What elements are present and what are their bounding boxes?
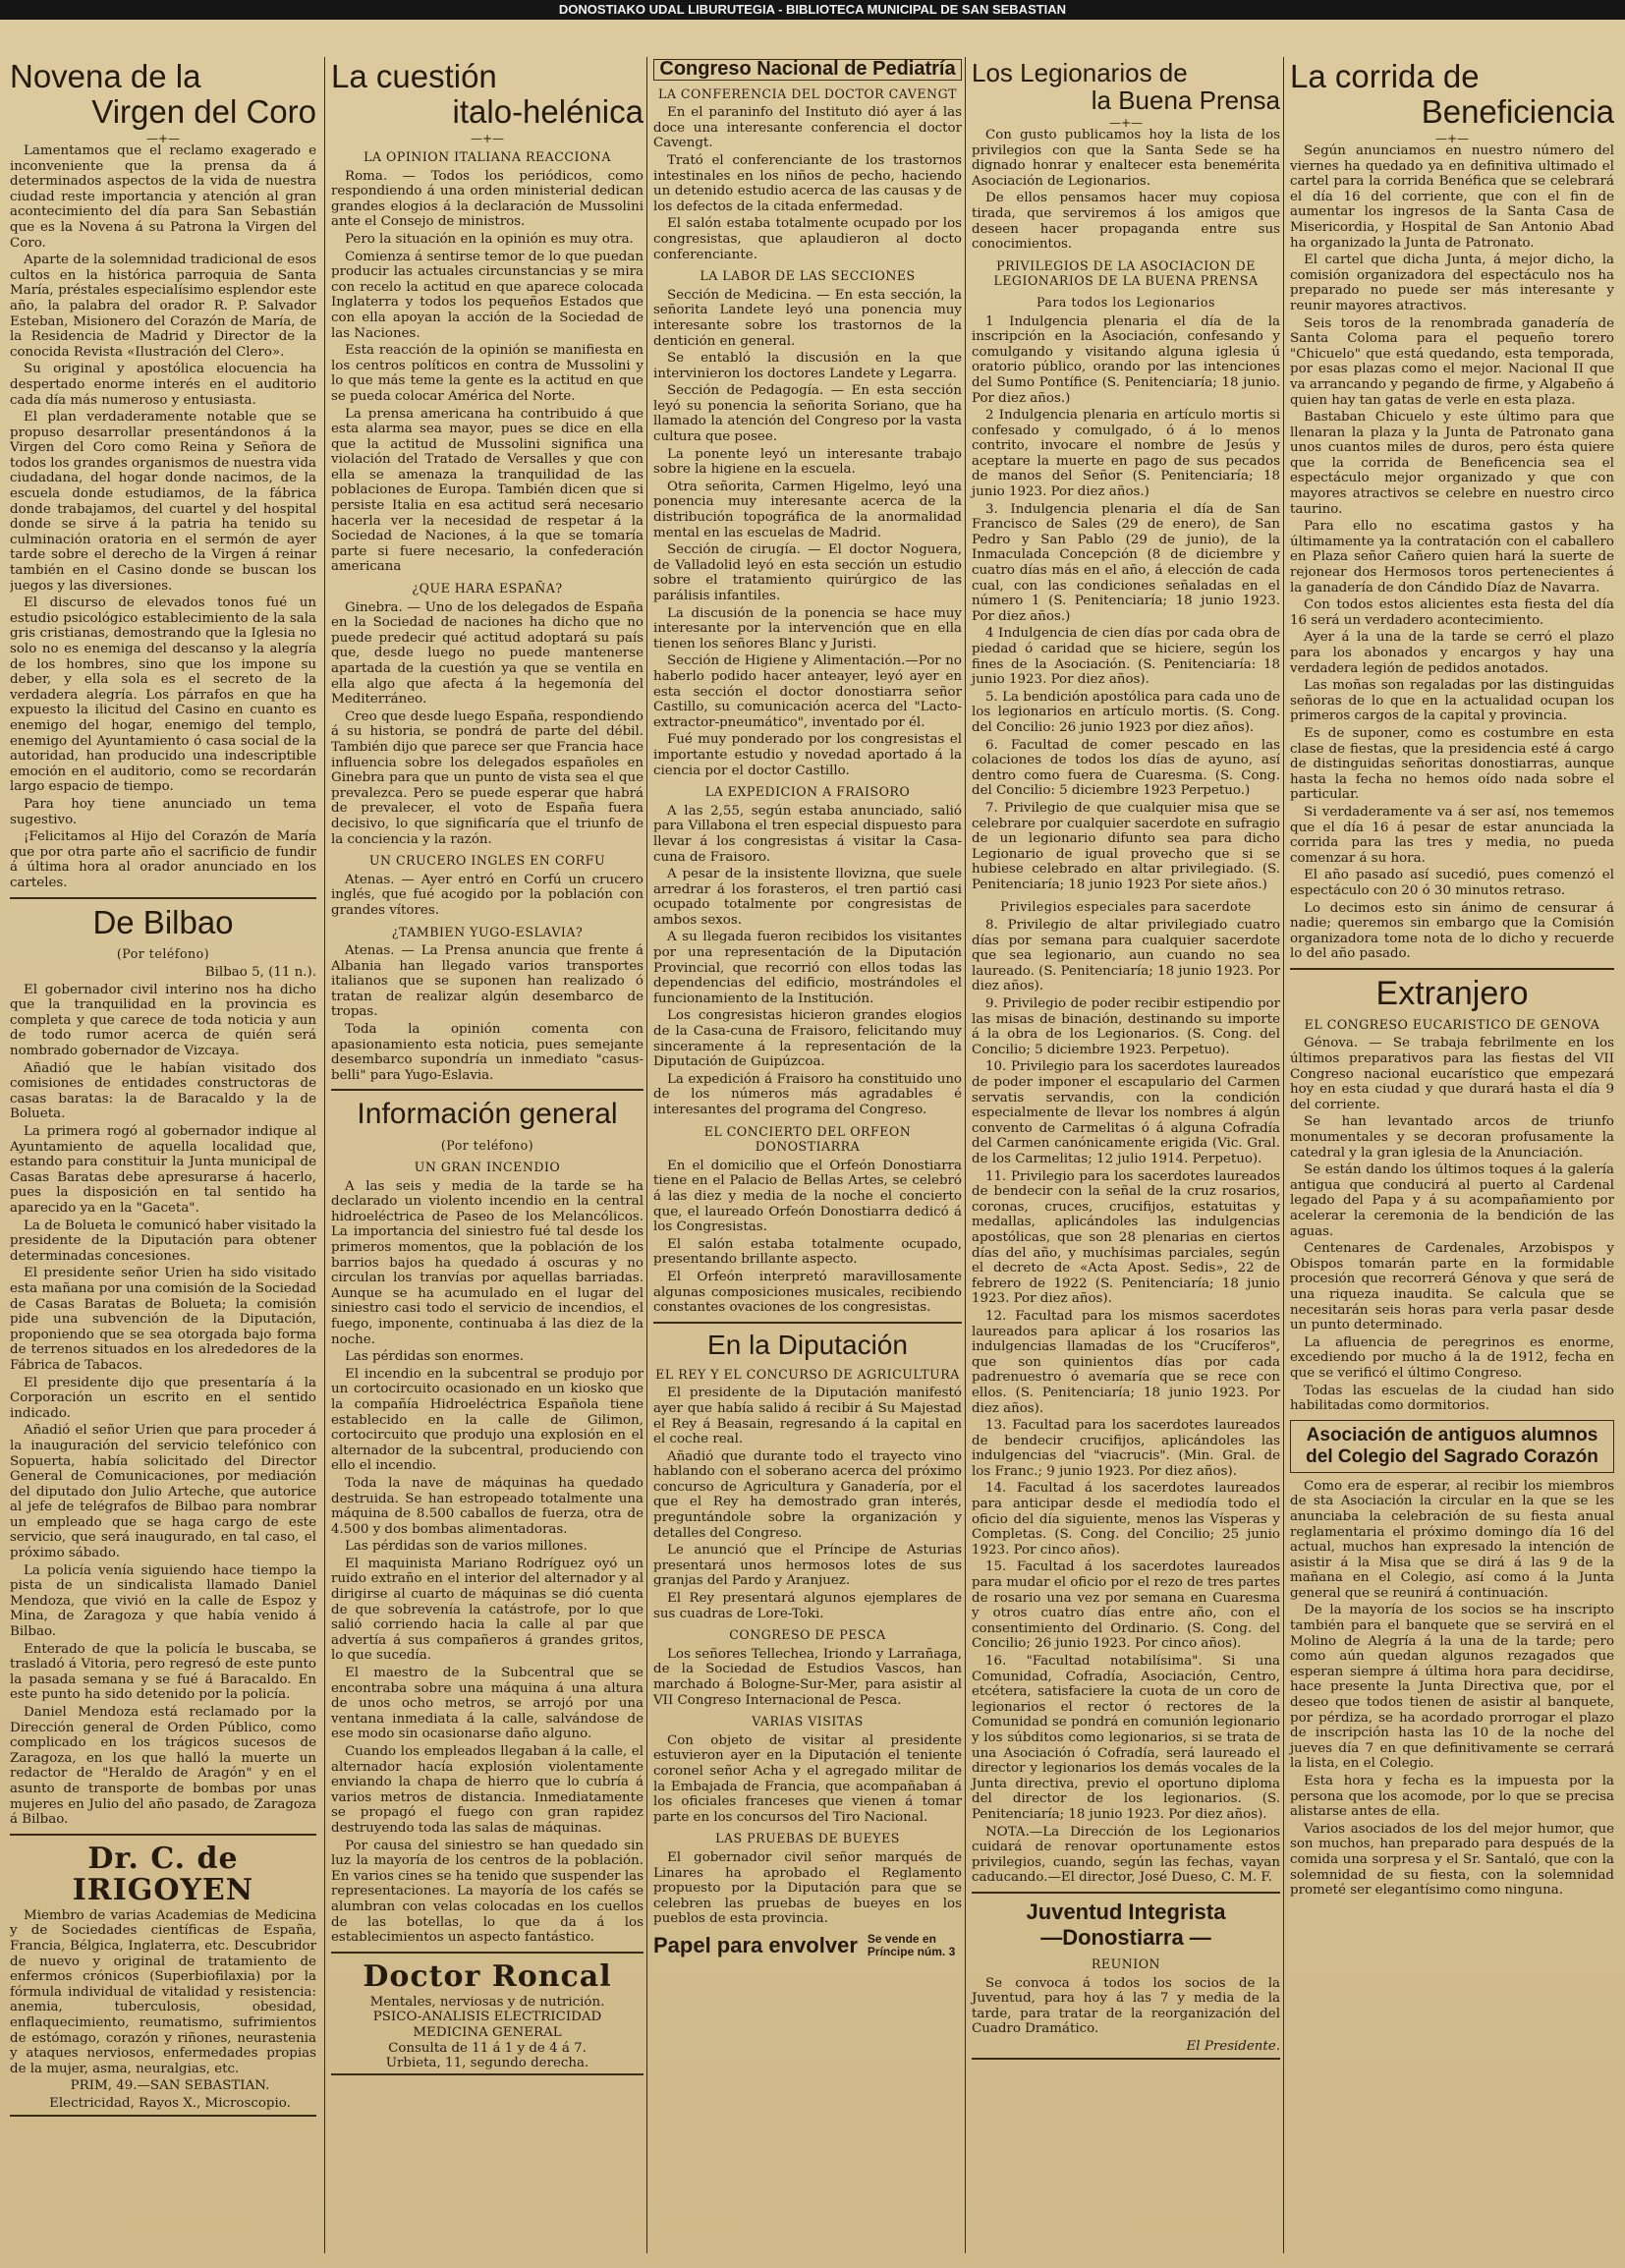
paragraph: Cuando los empleados llegaban á la calle, el alternador hacía explosión violentamente enviando la chapa de hierro que lo cubría á varios metros de distancia. Inmediatamente se propagó el fuego con gran rapidez destruyendo toda las salas de máquinas.	[331, 1744, 644, 1836]
info-sub2: UN GRAN INCENDIO	[414, 1160, 561, 1175]
paragraph: El Rey presentará algunos ejemplares de sus cuadras de Lore-Toki.	[653, 1591, 962, 1621]
column-5	[1283, 57, 1614, 2253]
paragraph: NOTA.—La Dirección de los Legionarios cuidará de renovar oportunamente estos privilegios, cuando, según las fechas, vayan caducando.—El director, José Dueso, C. M. F.	[972, 1824, 1280, 1886]
legionarios-title: Los Legionarios de la Buena Prensa	[972, 58, 1280, 115]
paragraph: El gobernador civil señor marqués de Linares ha aprobado el Reglamento propuesto por la Diputación para que se celebren las pruebas de bueyes en los pueblos de esta provincia.	[653, 1849, 962, 1927]
papel-aside: Se vende en Príncipe núm. 3	[867, 1931, 956, 1958]
paragraph: 12. Facultad para los mismos sacerdotes laureados para aplicar á los rosarios las indulgencias llamadas de los "Crucíferos", que son quinientos días por cada padrenuestro ó avemaría que se rece con ellos. (S. Penitenciaría; 18 junio 1923. Por diez años).	[972, 1308, 1280, 1416]
paragraph: La primera rogó al gobernador indique al Ayuntamiento de aquella localidad que, estando para constituir la Junta municipal de Casas Baratas debe apresurarse á hacerlo, pues la disposición en tal sentido ha aparecido ya en la "Gaceta".	[10, 1124, 316, 1216]
diputacion-sub3: VARIAS VISITAS	[752, 1714, 864, 1729]
rule	[10, 897, 316, 899]
paragraph: El presidente de la Diputación manifestó ayer que había salido á recibir á Su Majestad el Rey á Beasain, regresando á la capital en el coche real.	[653, 1386, 962, 1447]
irigoyen-body: Miembro de varias Academias de Medicina y de Sociedades científicas de España, Francia, Bélgica, Inglaterra, etc. Descubridor de nuevo y original de tratamiento de enfermos crónicos (Superbiofilaxia) por la fórmula individual de vitalidad y resistencia: anemia, tuberculosis, obesidad, enflaquecimiento, reumatismo, sufrimientos de estómago, corazón y riñones, neurastenia y ataques nerviosos, enfermedades propias de la mujer, asma, neuralgias, etc.	[10, 1907, 316, 2076]
paragraph: Génova. — Se trabaja febrilmente en los últimos preparativos para las fiestas del VII Congreso nacional eucarístico que empezará hoy en esta ciudad y que durará hasta el día 9 del corriente.	[1290, 1036, 1614, 1112]
cuestion-body3	[331, 873, 644, 919]
paragraph: Para ello no escatima gastos y ha últimamente ya la contratación con el caballero en Plaza señor Cañero quien hará la suerte de rejonear dos Hermosos toros pertenecientes á la ganadería de don Cándido Díaz de Navarra.	[1290, 519, 1614, 595]
paragraph: Ayer á la una de la tarde se cerró el plazo para los abonados y encargos y hay una verdadera legión de pedidos anotados.	[1290, 630, 1614, 676]
paragraph: Las pérdidas son de varios millones.	[345, 1539, 588, 1555]
congreso-sub: LA CONFERENCIA DEL DOCTOR CAVENGT	[657, 85, 958, 101]
legionarios-body2	[972, 314, 1280, 893]
paragraph: ¡Felicitamos al Hijo del Corazón de María que por otra parte año el sacrificio de fundir á última hora al orador anunciado en los carteles.	[10, 829, 316, 890]
asociacion-title: Asociación de antiguos alumnos del Colegio del Sagrado Corazón	[1290, 1420, 1614, 1473]
paragraph: Urbieta, 11, segundo derecha.	[385, 2056, 589, 2071]
legionarios-sub: PRIVILEGIOS DE LA ASOCIACION DE LEGIONARIOS DE LA BUENA PRENSA	[993, 257, 1259, 289]
extranjero-title: Extranjero	[1375, 974, 1529, 1012]
paragraph: Todas las escuelas de la ciudad han sido habilitadas como dormitorios.	[1290, 1383, 1614, 1414]
asociacion-body	[1290, 1479, 1614, 1899]
juventud-body	[972, 1976, 1280, 2037]
cuestion-body2	[331, 600, 644, 848]
congreso-title: Congreso Nacional de Pediatría	[653, 59, 962, 81]
paragraph: 13. Facultad para los sacerdotes laureados de bendecir crucifijos, aplicándoles las indulgencias del "viacrucis". (Min. Gral. de los Franc.; 9 junio 1923. Por diez años).	[972, 1418, 1280, 1479]
congreso-sub4: EL CONCIERTO DEL ORFEON DONOSTIARRA	[703, 1123, 912, 1155]
paragraph: La afluencia de peregrinos es enorme, excediendo por mucho á la de 1912, fecha en que se verificó el último Congreso.	[1290, 1334, 1614, 1381]
paragraph: La de Bolueta le comunicó haber visitado la presidente de la Diputación para obtener determinadas concesiones.	[10, 1218, 316, 1264]
paragraph: La policía venía siguiendo hace tiempo la pista de un sindicalista llamado Daniel Mendoza, que vivió en la calle de Espoz y Mina, de Zaragoza y que había venido á Bilbao.	[10, 1562, 316, 1640]
paragraph: Se convoca á todos los socios de la Juventud, para hoy á las 7 y media de la tarde, para tratar de la reorganización del Cuadro Dramático.	[972, 1975, 1280, 2037]
paragraph: 14. Facultad á los sacerdotes laureados para anticipar desde el mediodía todo el oficio del día siguiente, menos las Vísperas y Completas. (S. Cong. del Concilio; 25 junio 1923. Por cinco años).	[972, 1481, 1280, 1558]
paragraph: El incendio en la subcentral se produjo por un cortocircuito ocasionado en un kiosko que la compañía Hidroeléctrica Española tiene establecido en la calle de Gilimon, cortocircuito que produjo una explosión en el alternador de la subcentral, produciendo con ello el incendio.	[331, 1366, 644, 1474]
paragraph: Lamentamos que el reclamo exagerado e inconveniente que la prensa da á determinados aspectos de la vida de nuestra ciudad reste importancia y atención al gran acontecimiento del día para San Sebastián que es la Novena á su Patrona la Virgen del Coro.	[10, 143, 316, 251]
bilbao-dateline: Bilbao 5, (11 n.).	[204, 965, 316, 981]
paragraph: Con todos estos alicientes esta fiesta del día 16 será un verdadero acontecimiento.	[1290, 597, 1614, 628]
paragraph: El salón estaba totalmente ocupado, presentando brillante aspecto.	[653, 1236, 962, 1268]
paragraph: Toda la opinión comenta con apasionamiento esta noticia, pues semejante desembarco supondría un inmediato "casus-belli" para Yugo-Eslavia.	[331, 1022, 644, 1083]
novena-body	[10, 143, 316, 891]
info-title: Información general	[357, 1098, 618, 1131]
divider: —+—	[1434, 132, 1470, 145]
paragraph: El discurso de elevados tonos fué un estudio psicológico establecimiento de la sala gris cristianas, demostrando que la Iglesia no solo no es enemiga del descanso y la alegría de los hombres, sino que los impone su deber, y ella sola es el secreto de la verdadera alegría. Los párrafos en que ha expuesto la ilicitud del Casino en cuanto es enemigo del hogar, enemigo del templo, enemigo del Ayuntamiento ó casa social de la autoridad, han producido una indescriptible emoción en el auditorio, como se recordarán largo espacio de tiempo.	[10, 595, 316, 795]
diputacion-body	[653, 1386, 962, 1621]
paragraph: El gobernador civil interino nos ha dicho que la tranquilidad en la provincia es completa y que carece de toda noticia y aun de todo rumor acerca de quién será nombrado gobernador de Vizcaya.	[10, 982, 316, 1059]
diputacion-body2	[653, 1647, 962, 1708]
paragraph: Daniel Mendoza está reclamado por la Dirección general de Orden Público, como complicado en los trágicos sucesos de Zaragoza, en los que halló la muerte un redactor de "Heraldo de Aragón" y en el asunto de transporte de bombas por unas mujeres en Julio del año pasado, de Zaragoza á Bilbao.	[10, 1705, 316, 1828]
juventud-sub: REUNION	[1091, 1956, 1161, 1971]
info-sub: (Por teléfono)	[440, 1138, 534, 1154]
paragraph: Creo que desde luego España, respondiendo á su historia, se pondrá de parte del débil. También dijo que parece ser que Francia hace influencia sobre los delegados españoles en Ginebra para que un punto de vista sea el que prevalezca. Pero se puede esperar que habrá de prevalecer, el voto de España fuera decisivo, lo que significaría que el triunfo de la conciencia y la razón.	[331, 709, 644, 847]
paragraph: El plan verdaderamente notable que se propuso desarrollar presentándonos á la Virgen del Coro como Reina y Señora de todos los grandes organismos de nuestra vida ciudadana, del hogar donde nacimos, de la escuela donde estudiamos, de la fábrica donde trabajamos, del cuartel y del hospital donde se sirve á la patria ha tenido su culminación oratoria en el sermón de ayer tarde sobre el derecho de la Virgen á reinar también en el Casino donde se buscan los juegos y las diversiones.	[10, 410, 316, 594]
diputacion-sub2: CONGRESO DE PESCA	[729, 1627, 886, 1643]
cuestion-sub2: ¿QUE HARA ESPAÑA?	[412, 581, 563, 596]
paragraph: En el domicilio que el Orfeón Donostiarra tiene en el Palacio de Bellas Artes, se celebró á las diez y media de la noche el concierto que, el laureado Orfeón Donostiarra dedicó á los Congresistas.	[653, 1158, 962, 1235]
paragraph: La ponente leyó un interesante trabajo sobre la higiene en la escuela.	[653, 446, 962, 478]
paragraph: Se están dando los últimos toques á la galería antigua que conducirá al puerto al Cardenal legado del Papa y á su acompañamiento por acelerar la ceremonia de la bendición de las aguas.	[1290, 1162, 1614, 1239]
diputacion-sub4: LAS PRUEBAS DE BUEYES	[715, 1831, 900, 1846]
paragraph: Toda la nave de máquinas ha quedado destruida. Se han estropeado totalmente una máquina de 8.500 caballos de fuerza, otra de 4.500 y dos bombas alimentadoras.	[331, 1475, 644, 1537]
paragraph: 6. Facultad de comer pescado en las colaciones de todos los días de ayuno, así dentro como fuera de Cuaresma. (S. Cong. del Concilio: 5 diciembre 1923 Perpetuo.)	[972, 737, 1280, 799]
paragraph: Con objeto de visitar al presidente estuvieron ayer en la Diputación el teniente coronel señor Acha y el agregado militar de la Embajada de Francia, que acompañaban á los oficiales franceses que vienen á tomar parte en los concursos del Tiro Nacional.	[653, 1732, 962, 1825]
cuestion-sub4: ¿TAMBIEN YUGO-ESLAVIA?	[391, 924, 584, 939]
legionarios-sub3: Privilegios especiales para sacerdote	[1000, 898, 1252, 914]
congreso-sub2: LA LABOR DE LAS SECCIONES	[700, 268, 916, 284]
paragraph: Añadió el señor Urien que para proceder á la inauguración del servicio telefónico con Sopuerta, había solicitado del Director General de Comunicaciones, por mediación del diputado don Julio Arteche, que autorice al jefe de telégrafos de Bilbao para nombrar un empleado que se haga cargo de este servicio, que será inaugurado, en tal caso, el próximo sábado.	[10, 1423, 316, 1561]
paragraph: 11. Privilegio para los sacerdotes laureados de bendecir con la señal de la cruz rosarios, coronas, cruces, crucifijos, estatuitas y medallas, aplicándoles las indulgencias apostólicas, que son 28 plenarias en ciertos días del año, y muchísimas parciales, según el decreto de «Acta Apost. Sedis», 22 de febrero de 1922 (S. Penitenciaría; 18 junio 1923. Por diez años).	[972, 1168, 1280, 1307]
archive-banner: DONOSTIAKO UDAL LIBURUTEGIA - BIBLIOTECA MUNICIPAL DE SAN SEBASTIAN	[0, 0, 1625, 20]
paragraph: Su original y apostólica elocuencia ha despertado enorme interés en el auditorio cada día más numeroso y entusiasta.	[10, 362, 316, 408]
juventud-box	[972, 1892, 1280, 2061]
paragraph: Ginebra. — Uno de los delegados de España en la Sociedad de naciones ha dicho que no puede predecir qué actitud adoptará su país que, desde luego no puede mantenerse apartada de la cuestión ya que se ventila en ella algo que afecta á la hegemonía del Mediterráneo.	[331, 599, 644, 708]
paragraph: El año pasado así sucedió, pues comenzó el espectáculo con 20 ó 30 minutos retraso.	[1290, 868, 1614, 898]
paragraph: Roma. — Todos los periódicos, como respondiendo á una orden ministerial dedican grandes elogios á la declaración de Mussolini ante el Consejo de ministros.	[331, 168, 644, 230]
cuestion-title: La cuestión italo-helénica	[331, 58, 644, 130]
paragraph: Las moñas son regaladas por las distinguidas señoras de lo que en la actualidad ocupan los primeros cargos de la capital y provincia.	[1290, 678, 1614, 724]
paragraph: El maestro de la Subcentral que se encontraba sobre una máquina á una altura de unos ocho metros, se arrojó por una ventana inmediata á la calle, salvándose de ese modo sin ocasionarse daño alguno.	[331, 1666, 644, 1742]
paragraph: Mentales, nerviosas y de nutrición.	[369, 1994, 605, 2010]
bilbao-body	[10, 983, 316, 1828]
congreso-body3	[653, 804, 962, 1118]
paragraph: 16. "Facultad notabilísima". Si una Comunidad, Cofradía, Asociación, Centro, etcétera, satisfaciere la cuota de un coro de legionarios el rector ó rectores de la Comunidad se pondrá en comunión legionario y los súbditos como legionarios, si se trata de una Asociación ó Cofradía, será laureado el director y legionarios los demás vocales de la Junta directiva, previo el oportuno diploma del director de los legionarios. (S. Penitenciaría; 18 junio 1923. Por diez años).	[972, 1654, 1280, 1822]
legionarios-body	[972, 128, 1280, 253]
diputacion-body3	[653, 1733, 962, 1826]
column-3	[646, 57, 962, 2253]
congreso-sub3: LA EXPEDICION A FRAISORO	[704, 784, 911, 800]
irigoyen-extra: Electricidad, Rayos X., Microscopio.	[49, 2095, 291, 2111]
papel-main: Papel para envolver	[653, 1933, 858, 1958]
rule	[331, 1089, 644, 1091]
paragraph: Atenas. — La Prensa anuncia que frente á Albania han llegado varios transportes italianos que se suponen han realizado ó tratan de realizar algún desembarco de tropas.	[331, 943, 644, 1020]
paragraph: Es de suponer, como es costumbre en esta clase de fiestas, que la presidencia esté á cargo de distinguidas señoritas donostiarras, aunque hasta la fecha no hemos oído nada sobre el particular.	[1290, 725, 1614, 803]
paragraph: Centenares de Cardenales, Arzobispos y Obispos tomarán parte en la formidable procesión que recorrerá Génova y que será de una riqueza inaudita. Se calcula que se necesitarán seis horas para verla pasar desde un punto determinado.	[1290, 1241, 1614, 1333]
paragraph: Por causa del siniestro se han quedado sin luz la mayoría de los centros de la población. En varios cines se ha tenido que suspender las representaciones. La mayoría de los cafés se alumbran con velas colocadas en los cuellos de las botellas, lo que da á los establecimientos un aspecto fantástico.	[331, 1838, 644, 1946]
paragraph: 8. Privilegio de altar privilegiado cuatro días por semana para cualquier sacerdote que sea legionario, aun cuando no sea laureado. (S. Penitenciaría; 18 junio 1923. Por diez años).	[972, 918, 1280, 994]
papel-ad	[653, 1933, 962, 1958]
paragraph: Comienza á sentirse temor de lo que puedan producir las actuales circunstancias y se mira con recelo la actitud en que aparece colocada Inglaterra y todos los pequeños Estados que con ella apoyan la acción de la Sociedad de las Naciones.	[331, 249, 644, 341]
paragraph: El presidente dijo que presentaría á la Corporación un escrito en el sentido indicado.	[10, 1375, 316, 1421]
paragraph: Añadió que durante todo el trayecto vino hablando con el soberano acerca del próximo concurso de Agricultura y Ganadería, por el que el Rey ha demostrado gran interés, preguntándole sobre la organización y detalles del Congreso.	[653, 1448, 962, 1541]
paragraph: Pero la situación en la opinión es muy otra.	[345, 231, 634, 247]
paragraph: Sección de Medicina. — En esta sección, la señorita Landete leyó una ponencia muy interesante sobre los trastornos de la dentición en general.	[653, 287, 962, 349]
paragraph: Sección de cirugía. — El doctor Noguera, de Valladolid leyó en esta sección un estudio sobre el tratamiento quirúrgico de las parálisis infantiles.	[653, 542, 962, 603]
paragraph: 1 Indulgencia plenaria el día de la inscripción en la Asociación, confesando y comulgando y visitando alguna iglesia ú oratorio público, orando por las intenciones del Sumo Pontífice (S. Penitenciaría; 18 junio. Por diez años.)	[972, 313, 1280, 406]
paragraph: 9. Privilegio de poder recibir estipendio por las misas de binación, destinando su importe á la obra de los Legionarios. (S. Cong. del Concilio; 5 diciembre 1923. Perpetuo).	[972, 996, 1280, 1057]
paragraph: El Orfeón interpretó maravillosamente algunas composiciones musicales, recibiendo constantes ovaciones de los congresistas.	[653, 1269, 962, 1316]
paragraph: Bastaban Chicuelo y este último para que llenaran la plaza y la Junta de Patronato gana unos cuantos miles de duros, pero ésta quiere que la corrida de Beneficencia sea el espectáculo mejor organizado y que con mayores atractivos se celebre en nuestro circo taurino.	[1290, 410, 1614, 517]
cuestion-sub3: UN CRUCERO INGLES EN CORFU	[368, 853, 606, 869]
paragraph: Los señores Tellechea, Iriondo y Larrañaga, de la Sociedad de Estudios Vascos, han marchado á Bologne-Sur-Mer, para asistir al VII Congreso Internacional de Pesca.	[653, 1646, 962, 1708]
corrida-body	[1290, 143, 1614, 962]
paragraph: 10. Privilegio para los sacerdotes laureados de poder imponer el escapulario del Carmen servatis servandis, con la condición especialmente de llevar los nombres á algún convento de Carmelitas ó á alguna Cofradía del Carmen canónicamente erigida (Vic. Gral. de los Carmelitas; 12 julio 1914. Perpetuo).	[972, 1059, 1280, 1166]
paragraph: Otra señorita, Carmen Higelmo, leyó una ponencia muy interesante acerca de la distribución topográfica de la anormalidad mental en las escuelas de Madrid.	[653, 479, 962, 540]
paragraph: Se han levantado arcos de triunfo monumentales y se decoran profusamente la catedral y la gran iglesia de la Anunciación.	[1290, 1114, 1614, 1161]
column-1	[10, 57, 316, 2253]
paragraph: A las 2,55, según estaba anunciado, salió para Villabona el tren especial dispuesto para llevar á los congresistas á visitar la Casa-cuna de Fraisoro.	[653, 803, 962, 865]
paragraph: Le anunció que el Príncipe de Asturias presentará unos hermosos lotes de sus granjas del Pardo y Aranjuez.	[653, 1543, 962, 1589]
paragraph: Para hoy tiene anunciado un tema sugestivo.	[10, 796, 316, 827]
paragraph: Atenas. — Ayer entró en Corfú un crucero inglés, que fué acogido por la población con grandes vítores.	[331, 872, 644, 918]
irigoyen-ad	[10, 1834, 316, 2118]
roncal-ad	[331, 1952, 644, 2075]
paragraph: A su llegada fueron recibidos los visitantes por una representación de la Diputación Provincial, que recorrió con ellos todas las dependencias del edificio, mostrándoles el funcionamiento de la Institución.	[653, 930, 962, 1006]
paragraph: El presidente señor Urien ha sido visitado esta mañana por una comisión de la Sociedad de Casas Baratas de Bolueta; la comisión pide una subvención de la Diputación, proponiendo que se sea otorgada bajo forma de terrenos situados en los alrededores de la Fábrica de Tabacos.	[10, 1266, 316, 1373]
paragraph: Varios asociados de los del mejor humor, que son muchos, han preparado para después de la comida una sorpresa y el Sr. Santaló, que con la solemnidad de su fiesta, con la solemnidad prometé ser elegantísimo como ninguna.	[1290, 1821, 1614, 1899]
cuestion-body	[331, 169, 644, 575]
diputacion-sub: EL REY Y EL CONCURSO DE AGRICULTURA	[655, 1366, 960, 1382]
paragraph: La discusión de la ponencia se hace muy interesante por la intervención que en ella tienen los señores Blanc y Juristi.	[653, 605, 962, 652]
congreso-body4	[653, 1159, 962, 1316]
column-4	[965, 57, 1280, 2253]
diputacion-body4	[653, 1850, 962, 1927]
paragraph: Fué muy ponderado por los congresistas el importante estudio y novedad aportado á la ciencia por el doctor Castillo.	[653, 732, 962, 778]
paragraph: MEDICINA GENERAL	[413, 2024, 562, 2040]
juventud-sign: El Presidente.	[1186, 2038, 1280, 2054]
rule	[1290, 968, 1614, 970]
congreso-body2	[653, 288, 962, 778]
paragraph: Esta reacción de la opinión se manifiesta en los centros políticos en contra de Mussolini y lo que más teme la gente es la actitud en que se pueda colocar América del Norte.	[331, 343, 644, 404]
paragraph: Trató el conferenciante de los trastornos intestinales en los niños de pecho, haciendo un detenido estudio acerca de las causas y de los defectos de la citada enfermedad.	[653, 152, 962, 214]
paragraph: La prensa americana ha contribuido á que esta alarma sea mayor, pues se dice en ella que la actitud de Mussolini significa una violación del Tratado de Versalles y que con ella se amenaza la tranquilidad de las poblaciones de Europa. También dicen que si persiste Italia en esa actitud será necesario hacerla ver la necesidad de respetar á la Sociedad de Naciones, á la que se tomaría parte si fuere necesario, la confederación americana	[331, 406, 644, 575]
paragraph: Lo decimos esto sin ánimo de censurar á nadie; queremos sin embargo que la Comisión organizadora tome nota de lo dicho y recuerde lo del año pasado.	[1290, 900, 1614, 962]
column-2	[324, 57, 644, 2253]
cuestion-body4	[331, 943, 644, 1083]
paragraph: 5. La bendición apostólica para cada uno de los legionarios en artículo mortis. (S. Cong. del Concilio: 26 junio 1923 por diez años).	[972, 689, 1280, 735]
congreso-body	[653, 105, 962, 262]
divider: —+—	[1108, 116, 1144, 130]
divider: —+—	[470, 132, 505, 145]
paragraph: El salón estaba totalmente ocupado por los congresistas, que aplaudieron al docto conferenciante.	[653, 216, 962, 262]
novena-title: Novena de la Virgen del Coro	[10, 58, 316, 130]
cuestion-sub: LA OPINION ITALIANA REACCIONA	[364, 149, 611, 164]
roncal-title: Doctor Roncal	[363, 1958, 612, 1994]
paragraph: Esta hora y fecha es la impuesta por la persona que los acomode, por lo que se precisa alistarse antes de ella.	[1290, 1774, 1614, 1820]
paragraph: En el paraninfo del Instituto dió ayer á las doce una interesante conferencia el doctor Cavengt.	[653, 105, 962, 151]
legionarios-sub2: Para todos los Legionarios	[1037, 294, 1215, 310]
bilbao-title: De Bilbao	[92, 903, 234, 940]
paragraph: Según anunciamos en nuestro número del viernes ha quedado ya en definitiva ultimado el cartel para la corrida Benéfica que se celebrará el día 16 del corriente, que con el fin de aumentar los ingresos de la Santa Casa de Misericordia, y Hospital de San Antonio Abad ha organizado la Junta de Patronato.	[1290, 143, 1614, 251]
extranjero-body	[1290, 1036, 1614, 1413]
paragraph: A las seis y media de la tarde se ha declarado un violento incendio en la central hidroeléctrica de Paseo de los Melancólicos. La importancia del siniestro fué tal desde los primeros momentos, que la población de los barrios bajos ha quedado á oscuras y no circulan los tranvías por aquellas barriadas. Aunque se ha acumulado en el lugar del siniestro casi todo el servicio de incendios, el fuego, imponente, continuaba á las diez de la noche.	[331, 1178, 644, 1347]
bilbao-sub: (Por teléfono)	[116, 945, 210, 961]
legionarios-body3	[972, 918, 1280, 1886]
paragraph: A pesar de la insistente llovizna, que suele arredrar á los forasteros, el tren partió casi ocupado totalmente por congresistas de ambos sexos.	[653, 867, 962, 928]
paragraph: 4 Indulgencia de cien días por cada obra de piedad ó caridad que se hiciere, según los fines de la Asociación. (S. Penitenciaría: 18 junio 1923. Por diez años).	[972, 626, 1280, 688]
paragraph: Aparte de la solemnidad tradicional de esos cultos en la histórica parroquia de Santa María, préstales especialísimo esplendor este año, la palabra del orador R. P. Salvador Esteban, Misionero del Corazón de María, de la Residencia de Madrid y Director de la conocida Revista «Ilustración del Clero».	[10, 253, 316, 360]
paragraph: Añadió que le habían visitado dos comisiones de entidades constructoras de casas baratas: la de Baracaldo y la de Bolueta.	[10, 1060, 316, 1122]
paragraph: Si verdaderamente va á ser así, nos tememos que el día 16 á pesar de estar anunciada la corrida para las tres y media, no pueda comenzar á su hora.	[1290, 804, 1614, 866]
paragraph: Seis toros de la renombrada ganadería de Santa Coloma para el pequeño torero "Chicuelo" que está quedando, esta temporada, por esas plazas como el mejor. Nacional II que va arrancando y pegando de firme, y Algabeño á quien hay tan gatas de verle en esta plaza.	[1290, 315, 1614, 408]
roncal-lines	[331, 1995, 644, 2071]
paragraph: Sección de Pedagogía. — En esta sección leyó su ponencia la señorita Soriano, que ha llamado la atención del Congreso por la vasta cultura que posee.	[653, 383, 962, 445]
paragraph: De ellos pensamos hacer muy copiosa tirada, que serviremos á los amigos que deseen hacer propaganda entre sus conocimientos.	[972, 191, 1280, 253]
juventud-title: Juventud Integrista —Donostiarra —	[1026, 1899, 1226, 1950]
irigoyen-title: Dr. C. de IRIGOYEN	[72, 1841, 254, 1907]
divider: —+—	[145, 132, 181, 145]
paragraph: 2 Indulgencia plenaria en artículo mortis si confesado y comulgado, ó á lo menos contrito, invocare el nombre de Jesús y aceptare la muerte en pago de sus pecados de manos del Señor (S. Penitenciaría; 18 junio 1923. Por diez años.)	[972, 408, 1280, 500]
paragraph: Los congresistas hicieron grandes elogios de la Casa-cuna de Fraisoro, felicitando muy sinceramente á la representación de la Diputación de Guipúzcoa.	[653, 1008, 962, 1070]
paragraph: El maquinista Mariano Rodríguez oyó un ruido extraño en el interior del alternador y al dirigirse al cuarto de máquinas se dió cuenta de que sobrevenía la catástrofe, por lo que salió corriendo hacia la calle al par que advertía á sus compañeros á grandes gritos, lo que sucedía.	[331, 1556, 644, 1664]
extranjero-sub: EL CONGRESO EUCARISTICO DE GENOVA	[1304, 1016, 1600, 1032]
paragraph: Como era de esperar, al recibir los miembros de sta Asociación la circular en la que se les anunciaba la celebración de su fiesta anual reglamentaria el próximo domingo día 16 del actual, muchos han expresado la intención de asistir á la Misa que se dirá á las 9 de la mañana en el Colegio, así como á la Junta general que se reunirá á continuación.	[1290, 1478, 1614, 1601]
paragraph: Las pérdidas son enormes.	[345, 1349, 525, 1365]
rule	[653, 1322, 962, 1324]
paragraph: PSICO-ANALISIS ELECTRICIDAD	[372, 2010, 602, 2025]
paragraph: De la mayoría de los socios se ha inscripto también para el banquete que se servirá en el Molino de Alegría á la una de la tarde; pero como aún quedan algunos rezagados que esperan siempre á última hora para decidirse, hace presente la Junta Directiva que, por el deseo que todos tienen de asistir al banquete, por pérdiza, se ha acordado prorrogar el plazo de inscripción hasta las 10 de la noche del jueves día 7 en que definitivamente se cerrará la lista, en el Colegio.	[1290, 1603, 1614, 1772]
diputacion-title: En la Diputación	[707, 1329, 908, 1360]
paragraph: Sección de Higiene y Alimentación.—Por no haberlo podido hacer anteayer, leyó ayer en esta sección el doctor donostiarra señor Castillo, su comunicación acerca del "Lacto-extractor-pneumático", inventado por él.	[653, 653, 962, 730]
corrida-title: La corrida de Beneficiencia	[1290, 58, 1614, 130]
paragraph: 15. Facultad á los sacerdotes laureados para mudar el oficio por el rezo de tres partes de rosario una vez por semana en Cuaresma y otros cuatro días entre año, con el consentimiento del Ordinario. (S. Cong. del Concilio; 26 junio 1923. Por cinco años).	[972, 1559, 1280, 1652]
paragraph: Consulta de 11 á 1 y de 4 á 7.	[388, 2040, 587, 2056]
irigoyen-address: PRIM, 49.—SAN SEBASTIAN.	[70, 2078, 270, 2094]
paragraph: 3. Indulgencia plenaria el día de San Francisco de Sales (29 de enero), de San Pedro y San Pablo (29 de junio), de la Inmaculada Concepción (8 de diciembre y cuatro días más en el año, á elección de cada cual, con las condiciones señaladas en el número 1 (S. Penitenciaría; 18 junio 1923. Por diez años.)	[972, 501, 1280, 624]
paragraph: El cartel que dicha Junta, á mejor dicho, la comisión organizadora del espectáculo nos ha preparado no puede ser más interesante y reunir mayores atractivos.	[1290, 253, 1614, 313]
info-body	[331, 1179, 644, 1946]
paragraph: 7. Privilegio de que cualquier misa que se celebrare por cualquier sacerdote en sufragio de un legionario difunto sea para dicho Legionario de igual provecho que si se hubiese celebrado en altar privilegiado. (S. Penitenciaría; 18 junio 1923 Por siete años.)	[972, 800, 1280, 892]
paragraph: Enterado de que la policía le buscaba, se trasladó á Vitoria, pero regresó de este punto la pasada semana y se fué á Baracaldo. En este punto ha sido detenido por la policía.	[10, 1641, 316, 1703]
paragraph: Se entabló la discusión en la que intervinieron los doctores Landete y Legarra.	[653, 351, 962, 381]
paragraph: La expedición á Fraisoro ha constituido uno de los números más agradables é interesantes del programa del Congreso.	[653, 1071, 962, 1117]
paragraph: Con gusto publicamos hoy la lista de los privilegios con que la Santa Sede se ha dignado honrar y enaltecer esta benemérita Asociación de Legionarios.	[972, 128, 1280, 189]
